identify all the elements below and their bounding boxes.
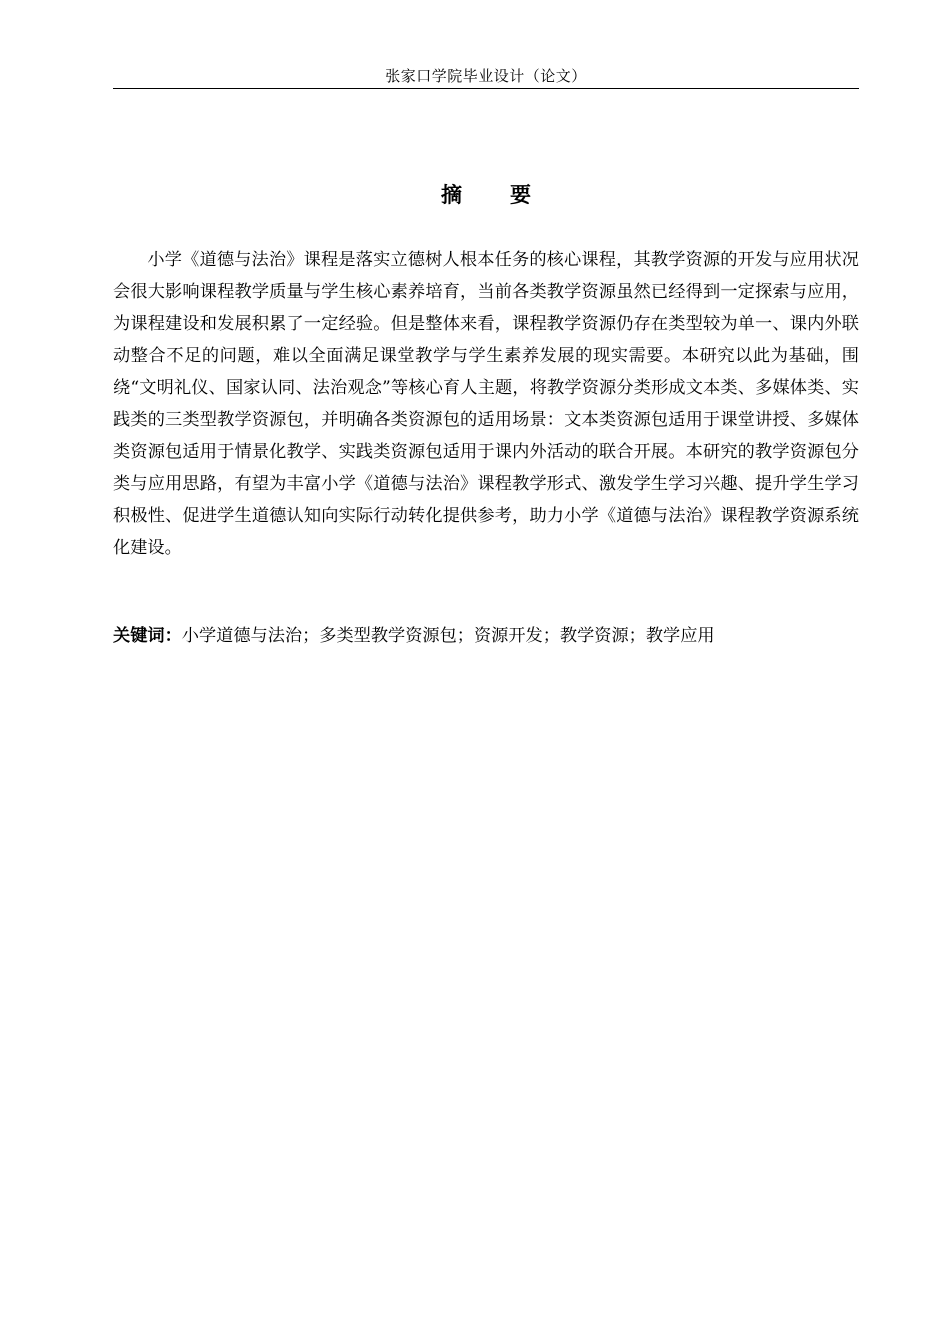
keywords-text: 小学道德与法治；多类型教学资源包；资源开发；教学资源；教学应用 bbox=[181, 626, 715, 646]
keywords-line bbox=[113, 620, 859, 652]
keywords-label: 关键词： bbox=[113, 626, 182, 646]
abstract-title-char-2: 要 bbox=[510, 183, 531, 207]
running-header: 张家口学院毕业设计（论文） bbox=[385, 67, 587, 85]
header-divider bbox=[113, 88, 859, 89]
abstract-title-char-1: 摘 bbox=[441, 183, 462, 207]
abstract-title bbox=[113, 180, 859, 210]
abstract-body: 小学《道德与法治》课程是落实立德树人根本任务的核心课程，其教学资源的开发与应用状况会很大影响课程教学质量与学生核心素养培育，当前各类教学资源虽然已经得到一定探索与应用，为课程建设和发展积累了一定经验。但是整体来看，课程教学资源仍存在类型较为单一、课内外联动整合不足的问题，难以全面满足课堂教学与学生素养发展的现实需要。本研究以此为基础，围绕“文明礼仪、国家认同、法治观念”等核心育人主题，将教学资源分类形成文本类、多媒体类、实践类的三类型教学资源包，并明确各类资源包的适用场景：文本类资源包适用于课堂讲授、多媒体类资源包适用于情景化教学、实践类资源包适用于课内外活动的联合开展。本研究的教学资源包分类与应用思路，有望为丰富小学《道德与法治》课程教学形式、激发学生学习兴趣、提升学生学习积极性、促进学生道德认知向实际行动转化提供参考，助力小学《道德与法治》课程教学资源系统化建设。 bbox=[113, 250, 859, 558]
